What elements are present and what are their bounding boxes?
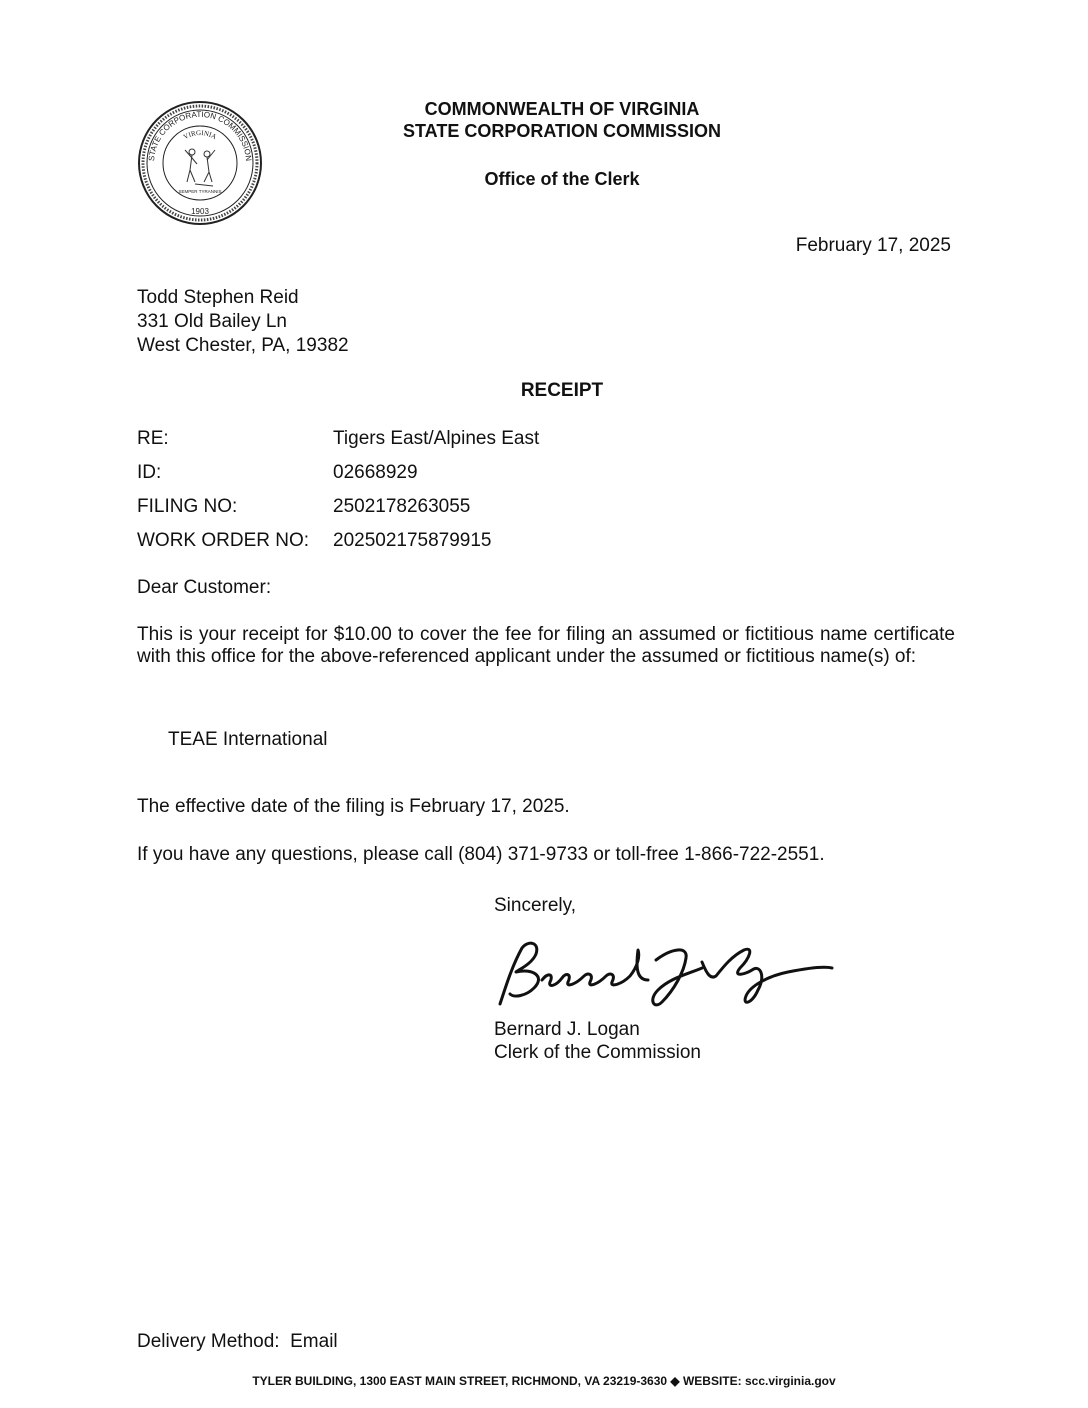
field-value: 2502178263055 — [333, 496, 471, 517]
receipt-title: RECEIPT — [520, 380, 604, 401]
signature-graphic — [488, 936, 842, 1016]
recipient-city: West Chester, PA, 19382 — [137, 335, 349, 356]
field-value: Tigers East/Alpines East — [333, 428, 540, 449]
delivery-label: Delivery Method: — [137, 1331, 280, 1352]
body-paragraph: This is your receipt for $10.00 to cover the fee for filing an assumed or fictitious name certificate with this office for the above-referenced applicant under the assumed or fictitious name(s) of: — [137, 624, 955, 667]
field-label: RE: — [137, 428, 169, 449]
field-label: WORK ORDER NO: — [137, 530, 310, 551]
letter-date: February 17, 2025 — [795, 235, 951, 256]
signer-title: Clerk of the Commission — [494, 1042, 701, 1063]
effective-date-text: The effective date of the filing is February 17, 2025. — [137, 796, 570, 817]
header-commonwealth: COMMONWEALTH OF VIRGINIA — [424, 99, 700, 119]
svg-text:STATE CORPORATION COMMISSION: STATE CORPORATION COMMISSION — [146, 109, 254, 162]
closing: Sincerely, — [494, 895, 577, 916]
svg-text:VIRGINIA: VIRGINIA — [182, 128, 218, 142]
field-value: 02668929 — [333, 462, 418, 483]
field-label: ID: — [137, 462, 162, 483]
field-row-work-order-no — [137, 529, 837, 553]
seal-graphic — [137, 100, 263, 226]
svg-text:SEMPER TYRANNIS: SEMPER TYRANNIS — [178, 189, 222, 194]
field-row-filing-no — [137, 495, 837, 519]
signer-name: Bernard J. Logan — [494, 1019, 640, 1040]
header-commission: STATE CORPORATION COMMISSION — [403, 121, 721, 141]
header-office: Office of the Clerk — [484, 169, 640, 189]
field-value: 202502175879915 — [333, 530, 492, 551]
field-row-re — [137, 427, 837, 451]
recipient-name: Todd Stephen Reid — [137, 287, 299, 308]
handwritten-signature — [488, 936, 842, 1016]
field-label: FILING NO: — [137, 496, 238, 517]
svg-text:1903: 1903 — [191, 207, 209, 216]
commission-seal — [137, 100, 263, 226]
field-row-id — [137, 461, 837, 485]
footer-address: TYLER BUILDING, 1300 EAST MAIN STREET, RICHMOND, VA 23219-3630 ◆ WEBSITE: scc.virginia.gov — [252, 1374, 836, 1388]
recipient-street: 331 Old Bailey Ln — [137, 311, 287, 332]
questions-text: If you have any questions, please call (804) 371-9733 or toll-free 1-866-722-2551. — [137, 844, 825, 865]
delivery-method — [137, 1330, 338, 1353]
recipient-address — [137, 286, 349, 358]
greeting: Dear Customer: — [137, 577, 272, 598]
delivery-value: Email — [290, 1331, 338, 1352]
assumed-name: TEAE International — [168, 729, 328, 750]
